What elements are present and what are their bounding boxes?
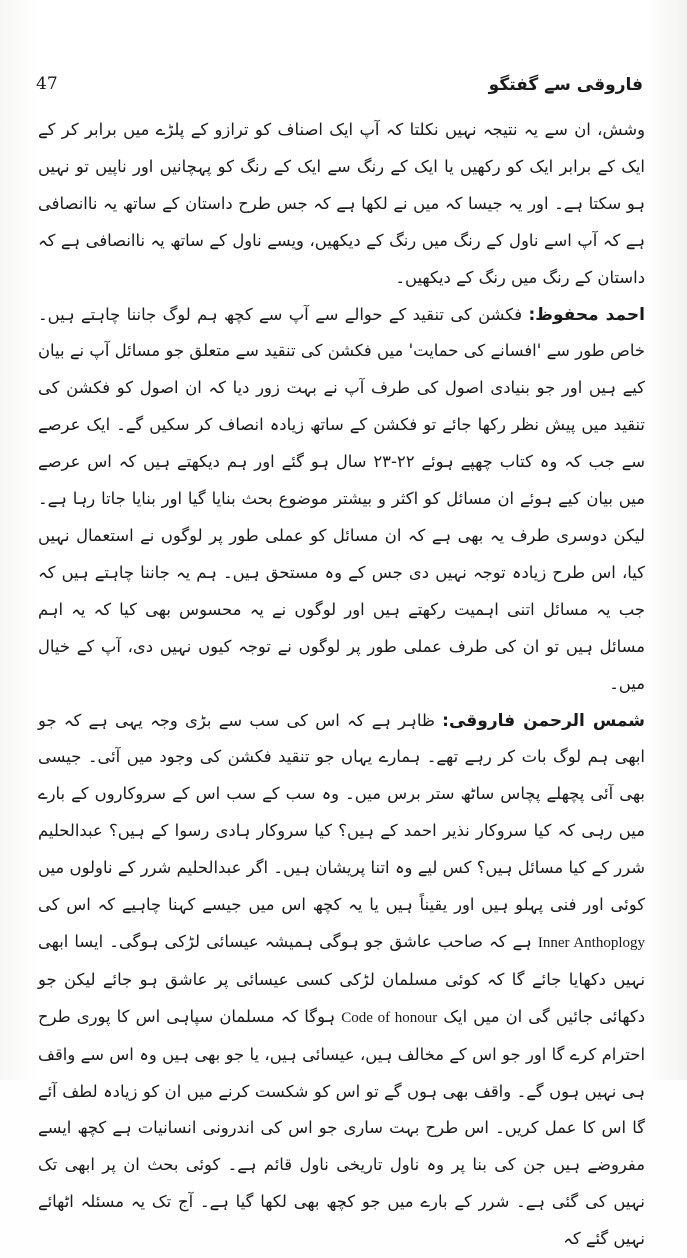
body-text bbox=[38, 112, 645, 1258]
running-title: فاروقی سے گفتگو bbox=[489, 74, 643, 95]
english-term: Inner Anthoplogy bbox=[538, 935, 645, 951]
paragraph bbox=[38, 297, 645, 703]
speaker-name: شمس الرحمن فاروقی: bbox=[442, 711, 645, 731]
paragraph-text: ظاہر ہے کہ اس کی سب سے بڑی وجہ یہی ہے کہ جو ابھی ہم لوگ بات کر رہے تھے۔ ہمارے یہاں جو تنقید فکشن کی وجود میں آئی۔ جیسی بھی آئی پچھلے پچاس ساٹھ ستر برس میں۔ وہ سب کے سب اس کے سروکاروں کے بارے میں رہی کہ کیا سروکار نذیر احمد کے ہیں؟ کیا سروکار ہادی رسوا کے ہیں؟ عبدالحلیم شرر کے کیا مسائل ہیں؟ کس لیے وہ اتنا پریشان ہیں۔ اگر عبدالحلیم شرر کے ناولوں میں کوئی اور فنی پہلو ہیں اور یقیناً ہیں یا یہ کچھ اس میں جیسے کہنا چاہیے کہ اس کی bbox=[38, 711, 645, 915]
paragraph-text: وشش، ان سے یہ نتیجہ نہیں نکلتا کہ آپ ایک اصناف کو ترازو کے پلڑے میں برابر کر کے ایک کے برابر ایک کو رکھیں یا ایک کے رنگ سے ایک کے رنگ کو پہچانیں اور ناپیں تو نہیں ہو سکتا ہے۔ اور یہ جیسا کہ میں نے لکھا ہے کہ جس طرح داستان کے ساتھ یہ ناانصافی ہے کہ آپ اسے ناول کے رنگ میں رنگ کے دیکھیں، ویسے ناول کے ساتھ یہ ناانصافی ہے کہ داستان کے رنگ میں رنگ کے دیکھیں۔ bbox=[38, 120, 645, 287]
speaker-name: احمد محفوظ: bbox=[529, 305, 645, 325]
paragraph bbox=[38, 703, 645, 1258]
page-header bbox=[36, 64, 643, 104]
paragraph bbox=[38, 112, 645, 297]
paragraph-text: ہوگا کہ مسلمان سپاہی اس کا پوری طرح احترام کرے گا اور جو اس کے مخالف ہیں، عیسائی ہیں، یا جو بھی ہیں وہ اس سے واقف ہی نہیں ہوں گے۔ واقف بھی ہوں گے تو اس کو شکست کرنے میں ان کو زیادہ لطف آئے گا اس کا عمل کریں۔ اس طرح بہت ساری جو اس کی اندرونی انسانیات ہے کچھ ایسے مفروضے ہیں جن کی بنا پر وہ ناول تاریخی ناول قائم ہے۔ کوئی بحث ان پر ابھی تک نہیں کی گئی ہے۔ شرر کے بارے میں جو کچھ بھی لکھا گیا ہے۔ آج تک یہ مسئلہ اٹھائے نہیں گئے کہ bbox=[38, 1007, 645, 1248]
paragraph-text: ہے کہ صاحب عاشق جو ہوگی ہمیشہ عیسائی لڑکی ہوگی۔ ایسا ابھی نہیں دکھایا جائے گا کہ کوئی مسلمان لڑکی کسی عیسائی پر عاشق ہو جائے لیکن جو دکھائی جائیں گی ان میں ایک bbox=[38, 932, 645, 1026]
page-number: 47 bbox=[36, 74, 58, 94]
paragraph-text: فکشن کی تنقید کے حوالے سے آپ سے کچھ ہم لوگ جاننا چاہتے ہیں۔ خاص طور سے 'افسانے کی حمایت' میں فکشن کی تنقید سے متعلق جو مسائل آپ نے بیان کیے ہیں اور جو بنیادی اصول کی طرف آپ نے بہت زور دیا کہ ان اصول کو فکشن کی تنقید میں پیش نظر رکھا جائے تو فکشن کے ساتھ زیادہ انصاف کر سکیں گے۔ ایک عرصے سے جب کہ وہ کتاب چھپے ہوئے ۲۲-۲۳ سال ہو گئے اور ہم دیکھتے ہیں کہ اس عرصے میں بیان کیے ہوئے ان مسائل کو اکثر و بیشتر موضوع بحث بنایا گیا اور بنایا جاتا رہا ہے۔ لیکن دوسری طرف یہ بھی ہے کہ ان مسائل کو عملی طور پر لوگوں نے استعمال نہیں کیا، اس طرح زیادہ توجہ نہیں دی جس کے وہ مستحق ہیں۔ ہم یہ جاننا چاہتے ہیں کہ جب یہ مسائل اتنی اہمیت رکھتے ہیں اور لوگوں نے یہ محسوس بھی کیا کہ یہ اہم مسائل ہیں تو ان کی طرف عملی طور پر لوگوں نے توجہ کیوں نہیں دی، آپ کے خیال میں۔ bbox=[38, 305, 645, 693]
english-term: Code of honour bbox=[341, 1010, 437, 1026]
